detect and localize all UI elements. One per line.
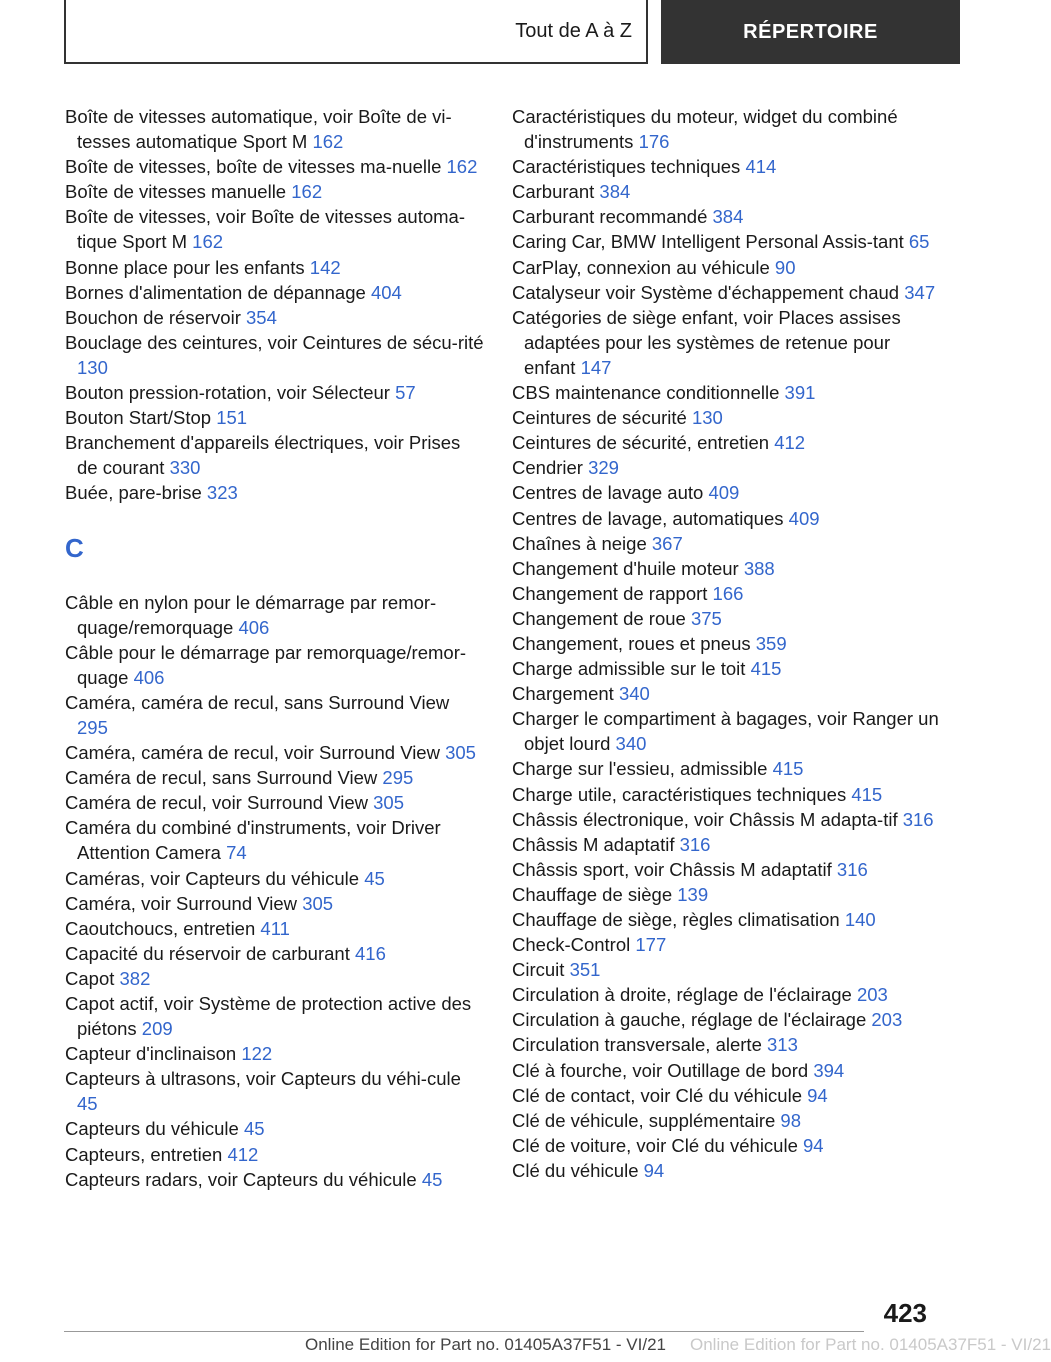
index-group-c [65,590,485,1192]
index-entry-page-link[interactable]: 384 [712,206,744,228]
index-entry-page-link[interactable]: 305 [373,792,405,814]
index-entry-page-link[interactable]: 94 [803,1134,824,1156]
index-entry-text: Changement, roues et pneus [512,632,751,654]
index-entry-page-link[interactable]: 57 [395,382,416,404]
index-entry-text: Circulation à gauche, réglage de l'éclairage [512,1009,867,1031]
index-entry-text: Boîte de vitesses manuelle [65,181,287,203]
index-entry-page-link[interactable]: 340 [615,733,647,755]
index-column-right [512,104,942,1183]
index-entry-page-link[interactable]: 375 [690,607,722,629]
index-entry-page-link[interactable]: 122 [241,1043,273,1065]
index-entry-text: Chargement [512,683,614,705]
index-entry-page-link[interactable]: 316 [679,833,711,855]
footer-watermark: Online Edition for Part no. 01405A37F51 - VI/21 [690,1335,1051,1354]
index-entry-page-link[interactable]: 388 [743,557,775,579]
index-entry[interactable] [65,179,485,204]
index-entry-text: Caractéristiques du moteur, widget du combiné d'instruments [512,106,898,153]
index-entry-text: Chaînes à neige [512,532,647,554]
index-entry-page-link[interactable]: 415 [772,758,804,780]
index-entry-page-link[interactable]: 209 [141,1018,173,1040]
index-entry[interactable] [65,204,485,254]
index-entry-text: Catégories de siège enfant, voir Places assises adaptées pour les systèmes de retenue pour enfant [512,306,901,378]
index-entry-text: Clé de véhicule, supplémentaire [512,1109,776,1131]
index-entry-text: Clé à fourche, voir Outillage de bord [512,1059,809,1081]
index-entry[interactable] [512,305,942,380]
index-entry[interactable] [512,756,942,781]
index-entry-page-link[interactable]: 45 [364,867,385,889]
index-entry-page-link[interactable]: 347 [904,281,936,303]
index-entry-text: Circulation transversale, alerte [512,1034,762,1056]
index-entry-text: Bouchon de réservoir [65,306,241,328]
index-entry-page-link[interactable]: 406 [238,616,270,638]
index-entry-text: Clé de contact, voir Clé du véhicule [512,1084,802,1106]
index-entry-text: Clé de voiture, voir Clé du véhicule [512,1134,798,1156]
index-entry[interactable] [512,857,942,882]
index-entry[interactable] [65,815,485,865]
index-entry-text: Changement de rapport [512,582,708,604]
index-entry-text: Branchement d'appareils électriques, voir Prises de courant [65,432,461,479]
index-entry[interactable] [512,1108,942,1133]
index-entry-text: Capteurs radars, voir Capteurs du véhicule [65,1168,417,1190]
index-column-left [65,104,485,1192]
index-entry-page-link[interactable]: 414 [745,156,777,178]
index-entry-text: Capacité du réservoir de carburant [65,942,350,964]
index-entry-page-link[interactable]: 45 [421,1168,443,1190]
index-entry[interactable] [512,104,942,154]
index-entry[interactable] [512,255,942,280]
index-entry-page-link[interactable]: 295 [77,716,108,738]
index-entry[interactable] [512,907,942,932]
index-entry[interactable] [65,104,485,154]
index-entry-page-link[interactable]: 94 [807,1084,828,1106]
index-entry-page-link[interactable]: 305 [445,742,476,764]
index-entry[interactable] [65,1041,485,1066]
index-entry-page-link[interactable]: 351 [569,959,601,981]
index-entry-text: Bornes d'alimentation de dépannage [65,281,366,303]
index-entry-text: Bouton Start/Stop [65,407,212,429]
index-entry[interactable] [65,790,485,815]
index-entry[interactable] [512,832,942,857]
header-section-label: Tout de A à Z [515,19,632,42]
index-entry-text: Catalyseur voir Système d'échappement chaud [512,281,900,303]
index-entry[interactable] [512,506,942,531]
index-entry-page-link[interactable]: 313 [767,1034,798,1056]
index-entry-text: Châssis sport, voir Châssis M adaptatif [512,858,832,880]
index-group-b [65,104,485,506]
index-entry-text: Caméra, caméra de recul, sans Surround View [65,691,450,713]
index-entry-page-link[interactable]: 329 [588,457,619,479]
index-entry-text: Caméra du combiné d'instruments, voir Driver Attention Camera [65,817,441,864]
index-entry-text: Check-Control [512,934,631,956]
index-entry-page-link[interactable]: 409 [788,507,820,529]
index-entry-page-link[interactable]: 130 [77,356,108,378]
index-entry-text: Charger le compartiment à bagages, voir Ranger un objet lourd [512,708,939,755]
index-entry-text: Centres de lavage, automatiques [512,507,784,529]
index-entry-text: Cendrier [512,457,583,479]
index-entry-page-link[interactable]: 411 [260,917,290,939]
index-entry-page-link[interactable]: 147 [580,356,612,378]
index-entry[interactable] [512,455,942,480]
index-entry[interactable] [65,941,485,966]
index-entry-page-link[interactable]: 409 [708,482,740,504]
index-entry-page-link[interactable]: 140 [844,909,876,930]
index-entry[interactable] [65,1142,485,1167]
index-entry-page-link[interactable]: 98 [780,1109,801,1131]
index-entry-page-link[interactable]: 139 [677,883,709,905]
index-entry-page-link[interactable]: 323 [206,482,238,504]
index-entry[interactable] [65,154,485,179]
index-entry[interactable] [65,1116,485,1141]
index-entry-page-link[interactable]: 406 [133,666,165,688]
index-entry[interactable] [65,380,485,405]
index-entry-page-link[interactable]: 394 [813,1059,845,1081]
index-entry-page-link[interactable]: 177 [635,934,667,956]
index-entry[interactable] [512,280,942,305]
index-entry[interactable] [65,305,485,330]
section-letter-c: C [65,532,84,563]
index-entry[interactable] [512,179,942,204]
index-entry-text: Circulation à droite, réglage de l'éclairage [512,984,852,1006]
index-entry[interactable] [512,1158,942,1183]
index-entry-text: Câble pour le démarrage par remorquage/remor-quage [65,641,467,688]
index-entry-page-link[interactable]: 412 [774,432,806,454]
index-entry-text: Caméra, voir Surround View [65,892,298,914]
index-entry[interactable] [512,606,942,631]
index-entry-text: Bouclage des ceintures, voir Ceintures de sécu-rité [65,331,484,353]
index-entry-text: Châssis M adaptatif [512,833,675,855]
index-entry-page-link[interactable]: 316 [902,808,934,830]
index-entry[interactable] [512,1083,942,1108]
index-entry-page-link[interactable]: 367 [651,532,683,554]
index-entry-text: Caméra, caméra de recul, voir Surround View [65,742,440,764]
index-entry[interactable] [512,681,942,706]
index-entry[interactable] [65,255,485,280]
index-entry-page-link[interactable]: 162 [192,231,224,253]
index-entry[interactable] [512,556,942,581]
index-entry-text: Capteurs du véhicule [65,1118,239,1140]
index-entry-page-link[interactable]: 416 [355,942,386,964]
index-entry[interactable] [512,1007,942,1032]
index-entry-page-link[interactable]: 404 [370,281,402,303]
index-entry-page-link[interactable]: 45 [77,1093,98,1115]
index-entry-text: Câble en nylon pour le démarrage par remor-quage/remorquage [65,591,437,638]
index-entry-page-link[interactable]: 45 [243,1118,265,1140]
index-entry-text: Caméras, voir Capteurs du véhicule [65,867,360,889]
index-group-c-continued [512,104,942,1183]
index-entry-page-link[interactable]: 295 [382,767,414,789]
index-entry-text: Clé du véhicule [512,1159,639,1181]
index-entry[interactable] [512,807,942,832]
index-entry-text: Caoutchoucs, entretien [65,917,256,939]
index-entry[interactable] [65,740,485,765]
index-entry-text: Caméra de recul, sans Surround View [65,767,378,789]
index-entry-page-link[interactable]: 340 [618,683,650,705]
index-entry-text: Carburant recommandé [512,206,708,228]
index-entry[interactable] [512,1032,942,1057]
index-entry-page-link[interactable]: 203 [871,1009,903,1031]
index-entry-page-link[interactable]: 151 [216,407,248,429]
index-entry[interactable] [65,1167,485,1192]
index-entry[interactable] [65,280,485,305]
index-entry[interactable] [65,640,485,690]
header-section-tab[interactable] [64,0,648,64]
index-entry[interactable] [512,1133,942,1158]
index-entry[interactable] [512,631,942,656]
index-entry-text: Changement d'huile moteur [512,557,739,579]
index-entry[interactable] [512,154,942,179]
index-entry[interactable] [512,957,942,982]
index-entry[interactable] [512,405,942,430]
index-entry[interactable] [512,480,942,505]
index-entry-text: Caméra de recul, voir Surround View [65,792,368,814]
index-entry-text: Centres de lavage auto [512,482,704,504]
index-entry[interactable] [512,706,942,756]
index-entry-text: Changement de roue [512,607,686,629]
index-entry-text: Châssis électronique, voir Châssis M adapta-tif [512,808,898,830]
footer-rule [64,1331,864,1332]
index-entry[interactable] [512,882,942,907]
index-entry-text: Capteurs à ultrasons, voir Capteurs du véhi-cule [65,1068,461,1090]
footer-edition: Online Edition for Part no. 01405A37F51 - VI/21 [305,1335,667,1354]
index-entry[interactable] [65,690,485,740]
index-entry-text: CarPlay, connexion au véhicule [512,256,770,278]
index-entry[interactable] [512,380,942,405]
index-entry-text: Capot [65,967,115,989]
index-entry-page-link[interactable]: 316 [836,858,868,880]
index-entry-text: Buée, pare-brise [65,482,202,504]
index-entry-page-link[interactable]: 65 [908,231,930,253]
index-entry[interactable] [512,430,942,455]
index-entry[interactable] [512,656,942,681]
index-entry-page-link[interactable]: 162 [446,156,478,178]
index-entry-page-link[interactable]: 384 [599,181,631,203]
index-entry-text: Bouton pression-rotation, voir Sélecteur [65,382,390,404]
index-entry[interactable] [65,866,485,891]
page-number: 423 [883,1298,927,1328]
index-entry[interactable] [65,405,485,430]
index-entry-text: CBS maintenance conditionnelle [512,382,780,404]
index-entry-text: Boîte de vitesses automatique, voir Boîte de vi-tesses automatique Sport M [65,106,452,153]
index-entry[interactable] [65,430,485,480]
index-entry-text: Charge sur l'essieu, admissible [512,758,768,780]
index-entry[interactable] [512,581,942,606]
index-entry-page-link[interactable]: 162 [312,131,344,153]
index-entry[interactable] [512,982,942,1007]
index-entry[interactable] [512,229,942,254]
index-entry-page-link[interactable]: 382 [119,967,151,989]
index-entry[interactable] [512,782,942,807]
index-entry-page-link[interactable]: 130 [691,407,723,429]
index-entry-text: Boîte de vitesses, boîte de vitesses ma-nuelle [65,156,442,178]
index-entry-text: Capteurs, entretien [65,1143,223,1165]
index-entry-page-link[interactable]: 74 [226,842,247,864]
index-entry[interactable] [512,932,942,957]
index-entry[interactable] [65,966,485,991]
index-entry-page-link[interactable]: 412 [227,1143,259,1165]
index-entry-text: Caractéristiques techniques [512,156,741,178]
index-entry[interactable] [512,1058,942,1083]
header-active-label: RÉPERTOIRE [743,20,878,43]
index-entry-text: Chauffage de siège, règles climatisation [512,909,840,930]
index-entry-page-link[interactable]: 90 [774,256,796,278]
index-entry-text: Boîte de vitesses, voir Boîte de vitesses automa-tique Sport M [65,206,465,253]
index-entry-page-link[interactable]: 166 [712,582,744,604]
index-entry-text: Charge utile, caractéristiques techniques [512,783,847,805]
index-entry-page-link[interactable]: 359 [755,632,787,654]
index-entry[interactable] [512,204,942,229]
header-active-tab[interactable] [661,0,960,64]
index-entry[interactable] [65,765,485,790]
index-entry-page-link[interactable]: 354 [246,306,277,328]
index-entry-text: Charge admissible sur le toit [512,658,746,680]
index-entry[interactable] [512,531,942,556]
index-entry[interactable] [65,891,485,916]
index-entry-page-link[interactable]: 391 [784,382,816,404]
index-entry[interactable] [65,991,485,1041]
index-entry-page-link[interactable]: 176 [638,131,670,153]
index-entry-page-link[interactable]: 415 [750,658,782,680]
index-entry-text: Circuit [512,959,565,981]
index-entry-page-link[interactable]: 162 [291,181,323,203]
index-entry[interactable] [65,480,485,505]
index-entry-page-link[interactable]: 415 [851,783,883,805]
index-entry-text: Carburant [512,181,595,203]
index-entry-text: Bonne place pour les enfants [65,256,305,278]
index-entry[interactable] [65,1066,485,1116]
index-entry-page-link[interactable]: 305 [302,892,334,914]
index-entry-page-link[interactable]: 203 [856,984,888,1006]
index-entry-text: Caring Car, BMW Intelligent Personal Assis-tant [512,231,904,253]
index-entry-text: Ceintures de sécurité, entretien [512,432,770,454]
index-entry-text: Ceintures de sécurité [512,407,687,429]
index-entry[interactable] [65,590,485,640]
index-entry[interactable] [65,330,485,380]
index-entry-text: Chauffage de siège [512,883,673,905]
index-entry-page-link[interactable]: 142 [309,256,341,278]
index-entry-text: Capot actif, voir Système de protection active des piétons [65,993,472,1040]
index-entry-text: Capteur d'inclinaison [65,1043,237,1065]
index-entry-page-link[interactable]: 94 [643,1159,665,1181]
index-entry-page-link[interactable]: 330 [169,457,201,479]
index-entry[interactable] [65,916,485,941]
